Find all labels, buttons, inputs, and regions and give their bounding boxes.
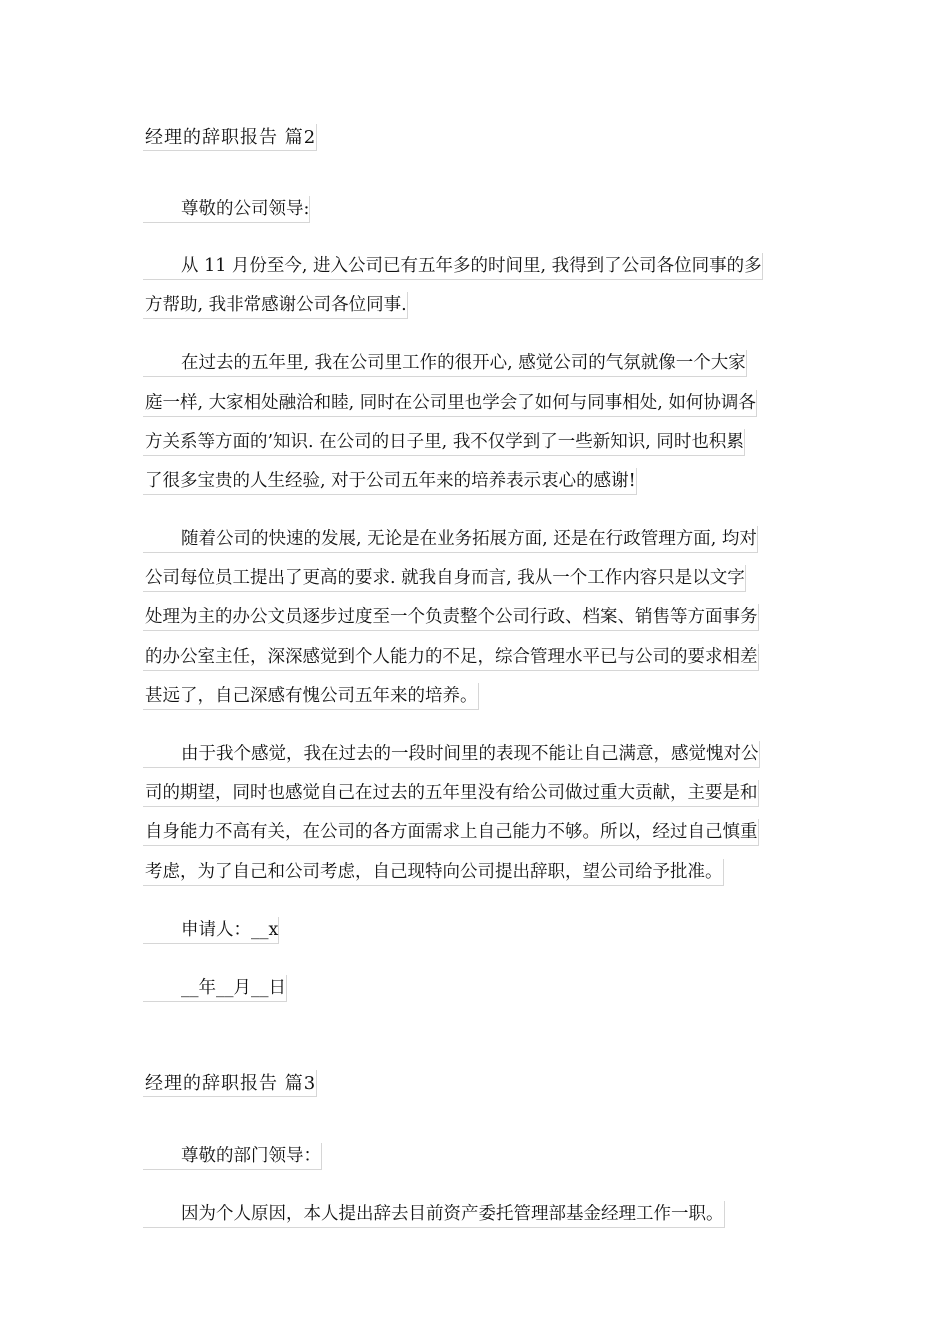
paragraph-line: 方关系等方面的’知识. 在公司的日子里, 我不仅学到了一些新知识, 同时也积累 [143,429,745,456]
salutation: 尊敬的公司领导: [143,196,310,223]
paragraph-line: 处理为主的办公文员逐步过度至一个负责整个公司行政、档案、销售等方面事务 [143,604,759,631]
paragraph-line: 在过去的五年里, 我在公司里工作的很开心, 感觉公司的气氛就像一个大家 [143,350,747,377]
paragraph-line: 方帮助, 我非常感谢公司各位同事. [143,292,408,319]
date-line: __年__月__日 [143,975,287,1002]
section-heading: 经理的辞职报告 篇3 [143,1070,317,1097]
paragraph-line: 的办公室主任，深深感觉到个人能力的不足，综合管理水平已与公司的要求相差 [143,644,759,671]
paragraph-line: 公司每位员工提出了更高的要求. 就我自身而言, 我从一个工作内容只是以文字 [143,565,746,592]
paragraph-line: 了很多宝贵的人生经验, 对于公司五年来的培养表示衷心的感谢! [143,468,637,495]
paragraph-line: 从 11 月份至今, 进入公司已有五年多的时间里, 我得到了公司各位同事的多 [143,253,763,280]
applicant-line: 申请人：__x [143,917,279,944]
paragraph-line: 由于我个感觉，我在过去的一段时间里的表现不能让自己满意，感觉愧对公 [143,741,760,768]
paragraph-line: 庭一样, 大家相处融洽和睦, 同时在公司里也学会了如何与同事相处, 如何协调各 [143,390,757,417]
salutation: 尊敬的部门领导： [143,1143,322,1170]
paragraph-line: 因为个人原因，本人提出辞去目前资产委托管理部基金经理工作一职。 [143,1201,725,1228]
paragraph-line: 随着公司的快速的发展, 无论是在业务拓展方面, 还是在行政管理方面, 均对 [143,526,758,553]
paragraph-line: 自身能力不高有关，在公司的各方面需求上自己能力不够。所以，经过自己慎重 [143,819,759,846]
paragraph-line: 司的期望，同时也感觉自己在过去的五年里没有给公司做过重大贡献，主要是和 [143,780,759,807]
section-heading: 经理的辞职报告 篇2 [143,124,317,151]
paragraph-line: 考虑，为了自己和公司考虑，自己现特向公司提出辞职，望公司给予批准。 [143,859,724,886]
paragraph-line: 甚远了，自己深感有愧公司五年来的培养。 [143,683,479,710]
